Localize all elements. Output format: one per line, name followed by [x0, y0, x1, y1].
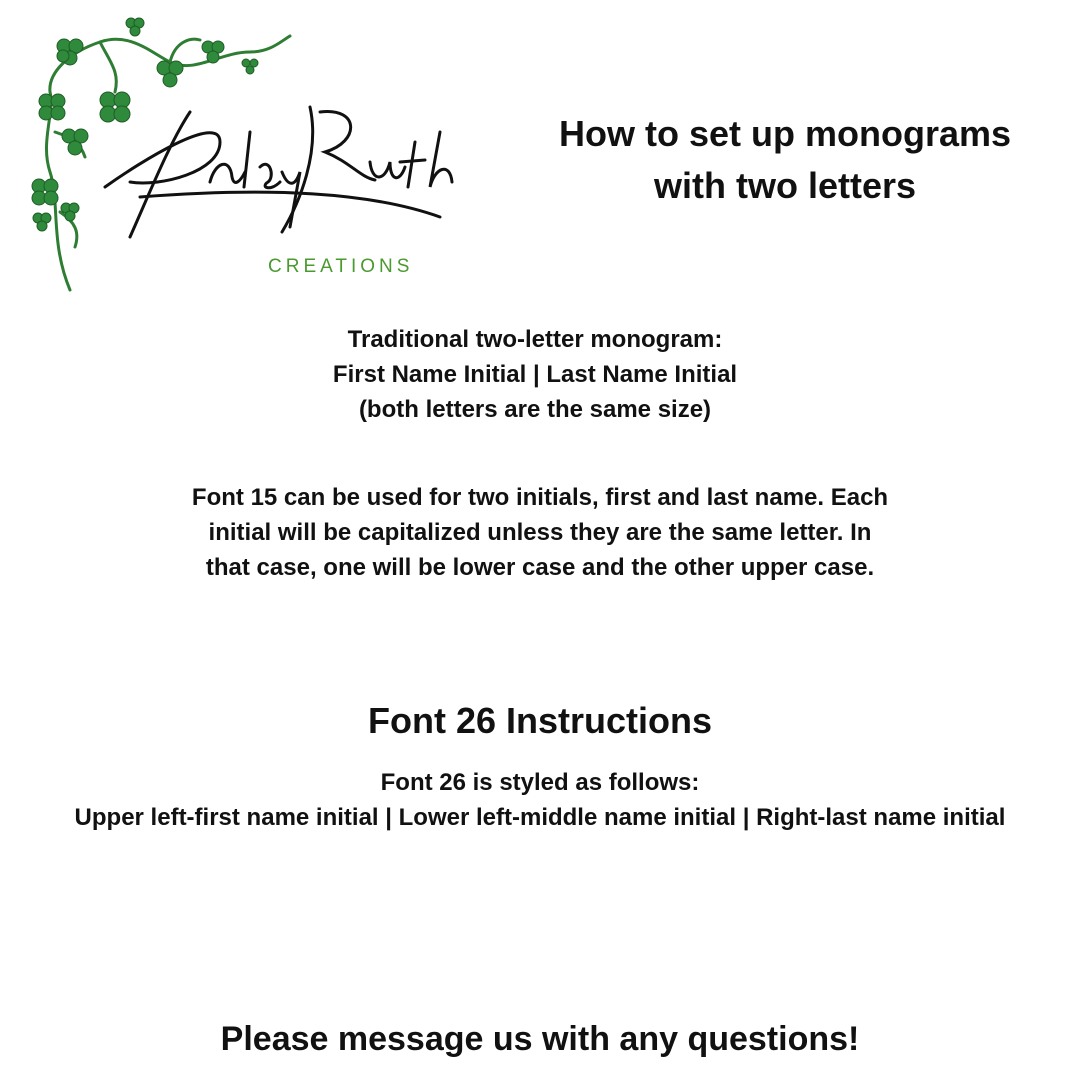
page-title	[520, 108, 1050, 212]
font26-heading: Font 26 Instructions	[367, 700, 713, 741]
brand-subtitle: CREATIONS	[268, 256, 414, 277]
signature-script	[105, 107, 452, 237]
closing-message: Please message us with any questions!	[220, 1020, 860, 1058]
font15-line-1: Font 15 can be used for two initials, first and last name. Each	[191, 484, 889, 511]
font26-section	[0, 765, 1080, 835]
traditional-line-1: Traditional two-letter monogram:	[347, 326, 723, 353]
traditional-monogram-section	[0, 322, 1075, 427]
font15-line-2: initial will be capitalized unless they are the same letter. In	[208, 519, 872, 546]
title-line-1: How to set up monograms	[558, 113, 1012, 154]
brand-logo	[20, 12, 480, 302]
font26-line-1: Font 26 is styled as follows:	[380, 769, 700, 796]
traditional-line-2: First Name Initial | Last Name Initial	[332, 361, 738, 388]
font26-line-2: Upper left-first name initial | Lower left-middle name initial | Right-last name initial	[74, 804, 1006, 831]
font15-line-3: that case, one will be lower case and the other upper case.	[205, 554, 875, 581]
traditional-line-3: (both letters are the same size)	[358, 396, 712, 423]
font15-section	[0, 480, 1080, 585]
title-line-2: with two letters	[653, 165, 917, 206]
